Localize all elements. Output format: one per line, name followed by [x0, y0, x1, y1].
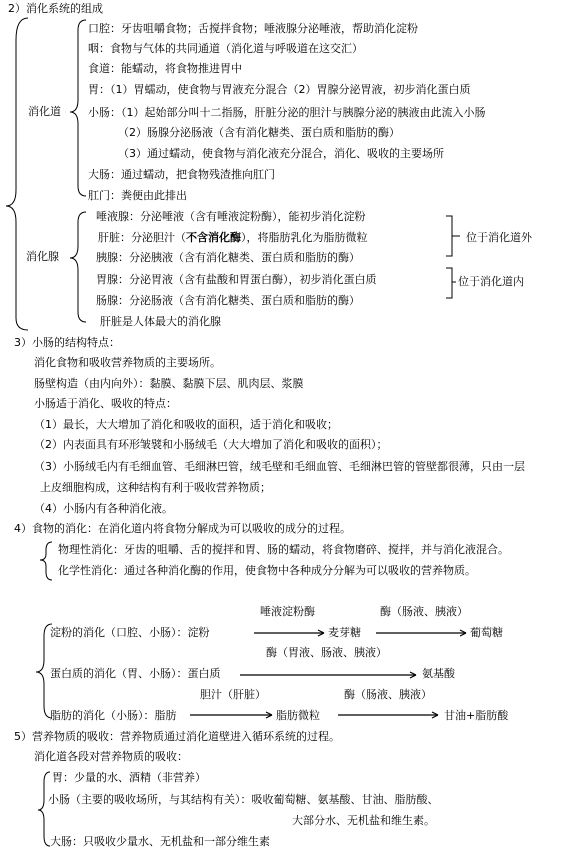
starch-maltose: 麦芽糖: [328, 626, 361, 639]
s5-large-intestine-line: 大肠：只吸收少量水、无机盐和一部分维生素: [50, 835, 270, 848]
small-intestine-line-2: （2）肠腺分泌肠液（含有消化糖类、蛋白质和脂肪的酶）: [118, 126, 400, 139]
starch-enzyme-1: 唾液淀粉酶: [260, 605, 315, 618]
small-intestine-line-1: 小肠：（1）起始部分叫十二指肠，肝脏分泌的胆汁与胰腺分泌的胰液由此流入小肠: [88, 106, 486, 119]
section2-heading: 2）消化系统的组成: [8, 2, 103, 15]
s3-line-7: 上皮细胞构成，这种结构有利于吸收营养物质；: [40, 481, 271, 494]
fat-glycerol: 甘油+脂肪酸: [444, 709, 509, 722]
s3-line-1: 消化食物和吸收营养物质的主要场所。: [34, 356, 221, 369]
s5-small-intestine-line-2: 大部分水、无机盐和维生素。: [292, 814, 435, 827]
intestinal-gland-line: 肠腺：分泌肠液（含有消化糖类、蛋白质和脂肪的酶）: [96, 294, 360, 307]
physical-digestion-line: 物理性消化：牙齿的咀嚼、舌的搅拌和胃、肠的蠕动，将食物磨碎、搅拌，并与消化液混合。: [58, 543, 509, 556]
fat-digestion-label: 脂肪的消化（小肠）：脂肪: [50, 709, 177, 722]
salivary-gland-line: 唾液腺：分泌唾液（含有唾液淀粉酶），能初步消化淀粉: [96, 210, 366, 223]
inside-label: 位于消化道内: [458, 275, 524, 288]
large-intestine-line: 大肠：通过蠕动，把食物残渣推向肛门: [88, 168, 275, 181]
s3-line-8: （4）小肠内有各种消化液。: [34, 502, 173, 515]
tract-brace: [70, 20, 86, 196]
s3-line-4: （1）最长，大大增加了消化和吸收的面积，适于消化和吸收；: [34, 418, 338, 431]
starch-digestion-label: 淀粉的消化（口腔、小肠）：淀粉: [50, 626, 210, 639]
fat-enzyme-1: 胆汁（肝脏）: [200, 688, 266, 701]
outside-bracket: [446, 216, 460, 256]
starch-glucose: 葡萄糖: [470, 626, 503, 639]
outer-brace: [6, 18, 28, 330]
mouth-line: 口腔：牙齿咀嚼食物；舌搅拌食物；唾液腺分泌唾液，帮助消化淀粉: [88, 22, 418, 35]
digestive-tract-label: 消化道: [28, 105, 61, 118]
esophagus-line: 食道：能蠕动，将食物推进胃中: [88, 62, 242, 75]
section4-heading: 4）食物的消化：在消化道内将食物分解成为可以吸收的成分的过程。: [14, 522, 351, 535]
protein-amino-acid: 氨基酸: [422, 667, 455, 680]
gastric-gland-line: 胃腺：分泌胃液（含有盐酸和胃蛋白酶），初步消化蛋白质: [96, 273, 377, 286]
protein-enzyme: 酶（胃液、肠液、胰液）: [266, 646, 387, 659]
s3-line-2: 肠壁构造（由内向外）：黏膜、黏膜下层、肌肉层、浆膜: [34, 377, 304, 390]
small-intestine-line-3: （3）通过蠕动，使食物与消化液充分混合，消化、吸收的主要场所: [118, 147, 444, 160]
stomach-line: 胃：（1）胃蠕动，使食物与胃液充分混合（2）胃腺分泌胃液，初步消化蛋白质: [88, 83, 471, 96]
absorption-brace: [38, 772, 50, 846]
chemical-digestion-line: 化学性消化：通过各种消化酶的作用，使食物中各种成分分解为可以吸收的营养物质。: [58, 564, 476, 577]
inside-bracket: [446, 268, 456, 298]
liver-largest-line: 肝脏是人体最大的消化腺: [100, 315, 221, 328]
s5-stomach-line: 胃：少量的水、酒精（非营养）: [52, 771, 206, 784]
section5-heading: 5）营养物质的吸收：营养物质通过消化道壁进入循环系统的过程。: [14, 730, 340, 743]
protein-digestion-label: 蛋白质的消化（胃、小肠）：蛋白质: [50, 667, 221, 680]
s3-line-5: （2）内表面具有环形皱襞和小肠绒毛（大大增加了消化和吸收的面积）；: [34, 438, 388, 451]
fat-enzyme-2: 酶（肠液、胰液）: [344, 688, 432, 701]
pharynx-line: 咽：食物与气体的共同通道（消化道与呼吸道在这交汇）: [88, 42, 363, 55]
liver-text-a: 肝脏：分泌胆汁（: [98, 231, 186, 244]
outside-label: 位于消化道外: [466, 231, 532, 244]
s3-line-3: 小肠适于消化、吸收的特点：: [34, 397, 177, 410]
liver-text-bold: 不含消化酶: [186, 231, 241, 244]
digestive-glands-label: 消化腺: [26, 250, 59, 263]
s3-line-6: （3）小肠绒毛内有毛细血管、毛细淋巴管，绒毛壁和毛细血管、毛细淋巴管的管壁都很薄，只由一层: [34, 460, 525, 473]
anus-line: 肛门：粪便由此排出: [88, 189, 187, 202]
pancreas-line: 胰腺：分泌胰液（含有消化糖类、蛋白质和脂肪的酶）: [96, 251, 360, 264]
liver-line: [98, 232, 368, 243]
starch-enzyme-2: 酶（肠液、胰液）: [380, 605, 468, 618]
liver-text-b: ），将脂肪乳化为脂肪微粒: [241, 231, 368, 244]
glands-brace: [70, 212, 86, 322]
section3-heading: 3）小肠的结构特点：: [14, 336, 120, 349]
s5-small-intestine-line: 小肠（主要的吸收场所，与其结构有关）：吸收葡萄糖、氨基酸、甘油、脂肪酸、: [48, 793, 439, 806]
fat-particles: 脂肪微粒: [276, 709, 320, 722]
digestion-type-brace: [40, 542, 52, 580]
s5-line-1: 消化道各段对营养物质的吸收：: [34, 750, 188, 763]
